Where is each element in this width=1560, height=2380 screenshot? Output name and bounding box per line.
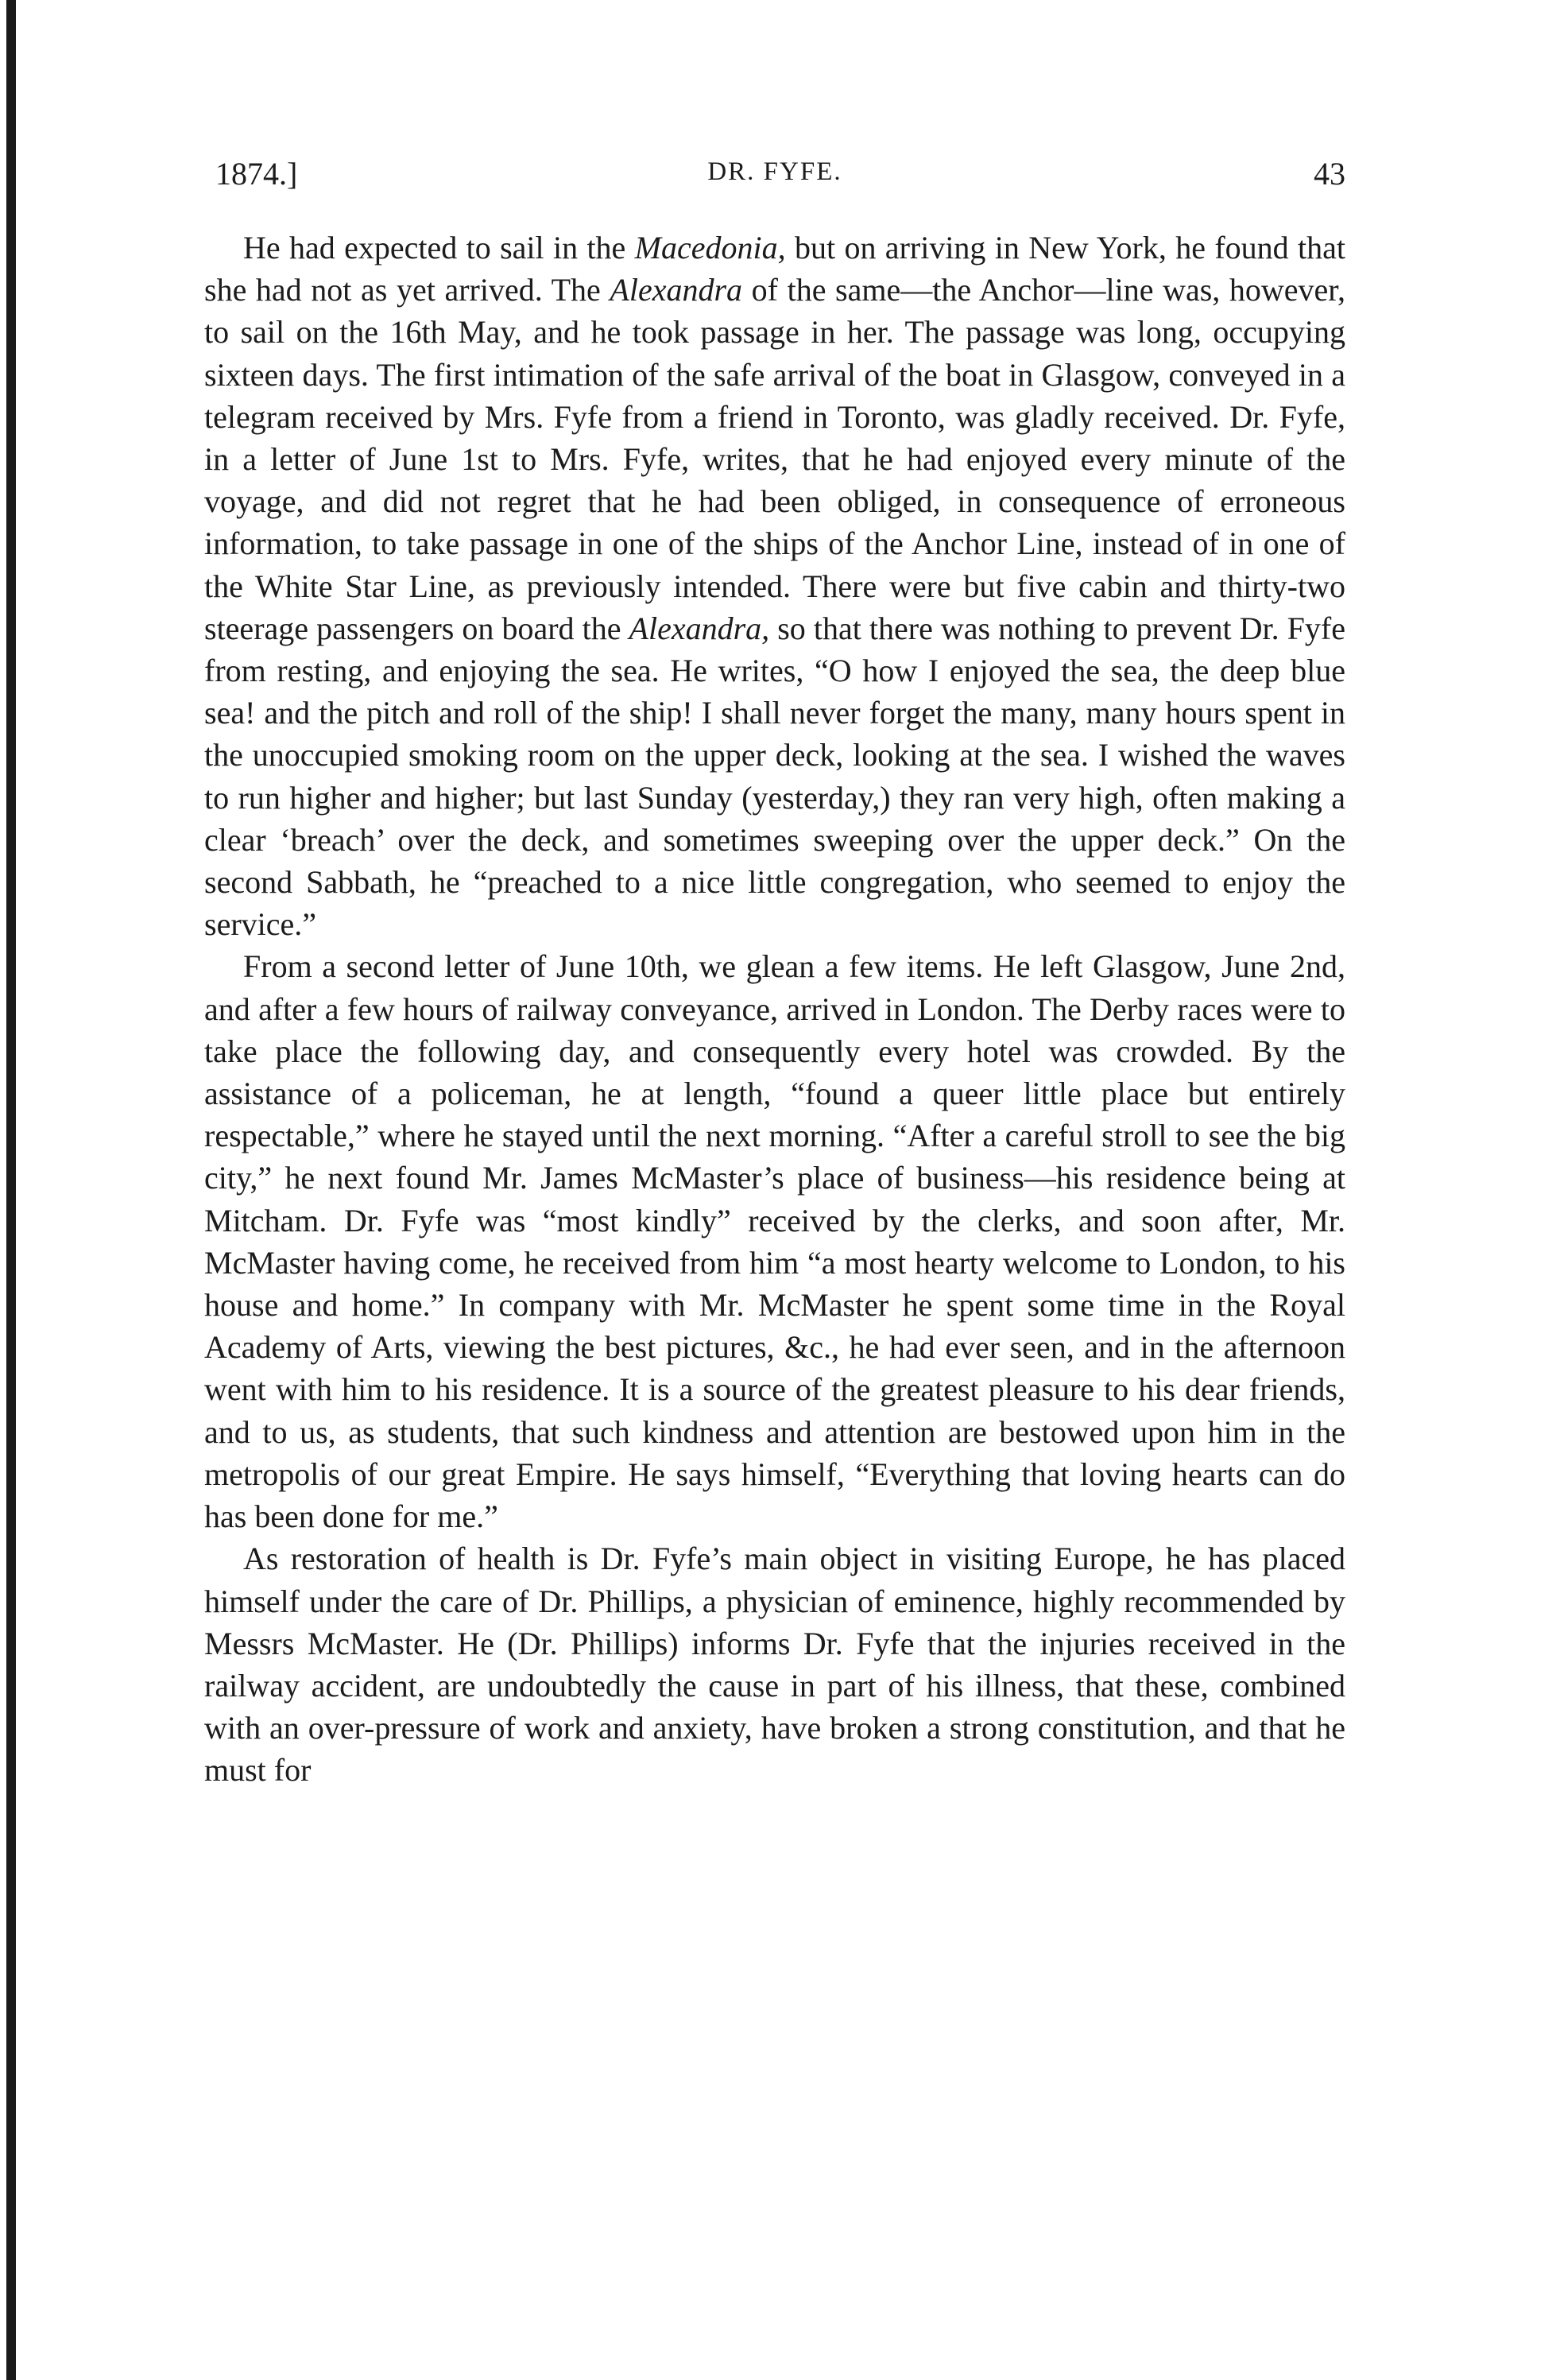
running-head-year: 1874.] xyxy=(215,156,298,192)
ship-name-macedonia: Macedonia, xyxy=(634,230,786,266)
text-run: of the same—the Anchor—line was, however, to sail on the 16th May, and he took passage in her. The passage was long, occupying sixteen days. The first intimation of the safe arrival of the boat in Glasgow, conveyed in a telegram received by Mrs. Fyfe from a friend in Toronto, was gladly received. Dr. Fyfe, in a letter of June 1st to Mrs. Fyfe, writes, that he had enjoyed every minute of the voyage, and did not regret that he had been obliged, in consequence of erroneous information, to take passage in one of the ships of the Anchor Line, instead of in one of the White Star Line, as previously intended. There were but five cabin and thirty-two steerage passengers on board the xyxy=(204,272,1346,646)
paragraph-2 xyxy=(204,945,1345,1537)
ship-name-alexandra: Alexandra, xyxy=(629,610,770,646)
page-binding-edge xyxy=(6,0,16,2380)
running-head xyxy=(204,155,1345,203)
running-head-title: DR. FYFE. xyxy=(707,157,842,186)
text-run: He had expected to sail in the xyxy=(243,230,635,266)
body-text xyxy=(204,227,1345,1792)
paragraph-1 xyxy=(204,227,1345,945)
paragraph-3 xyxy=(204,1537,1345,1791)
book-page xyxy=(204,155,1345,1792)
ship-name-alexandra: Alexandra xyxy=(610,272,743,308)
text-run: so that there was nothing to prevent Dr. Fyfe from resting, and enjoying the sea. He writes, “O how I enjoyed the sea, the deep blue sea! and the pitch and roll of the ship! I shall never forget the many, many hours spent in the unoccupied smoking room on the upper deck, looking at the sea. I wished the waves to run higher and higher; but last Sunday (yesterday,) they ran very high, often making a clear ‘breach’ over the deck, and sometimes sweeping over the upper deck.” On the second Sabbath, he “preached to a nice little congregation, who seemed to enjoy the service.” xyxy=(204,610,1346,943)
text-run: As restoration of health is Dr. Fyfe’s main object in visiting Europe, he has placed himself under the care of Dr. Phillips, a physician of eminence, highly recommended by Messrs McMaster. He (Dr. Phillips) informs Dr. Fyfe that the injuries received in the railway accident, are undoubtedly the cause in part of his illness, that these, combined with an over-pressure of work and anxiety, have broken a strong constitution, and that he must for xyxy=(204,1541,1345,1789)
page-number: 43 xyxy=(1314,156,1345,192)
text-run: but on arriving in New York, he found that she had not as yet arrived. The xyxy=(204,230,1345,308)
text-run: From a second letter of June 10th, we glean a few items. He left Glasgow, June 2nd, and after a few hours of railway conveyance, arrived in London. The Derby races were to take place the following day, and consequently every hotel was crowded. By the assistance of a policeman, he at length, “found a queer little place but entirely respectable,” where he stayed until the next morning. “After a careful stroll to see the big city,” he next found Mr. James McMaster’s place of business—his residence being at Mitcham. Dr. Fyfe was “most kindly” received by the clerks, and soon after, Mr. McMaster having come, he received from him “a most hearty welcome to London, to his house and home.” In company with Mr. McMaster he spent some time in the Royal Academy of Arts, viewing the best pictures, &c., he had ever seen, and in the afternoon went with him to his residence. It is a source of the greatest pleasure to his dear friends, and to us, as students, that such kindness and attention are bestowed upon him in the metropolis of our great Empire. He says himself, “Everything that loving hearts can do has been done for me.” xyxy=(204,948,1345,1535)
